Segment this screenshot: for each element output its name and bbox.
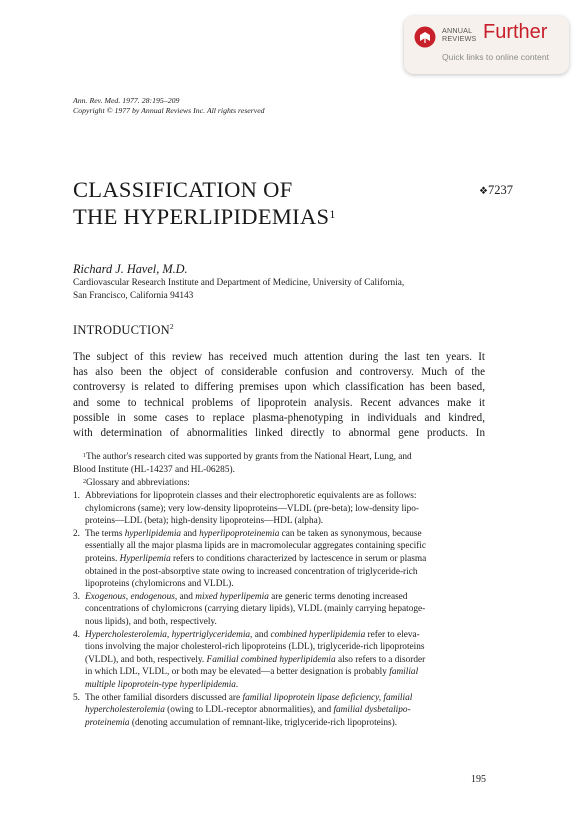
text-run: are generic terms denoting increased [268, 591, 408, 602]
term-mixed-hyperlipemia: mixed hyperlipemia [195, 591, 269, 602]
glossary-line [85, 629, 487, 642]
text-run: refer to eleva- [365, 629, 420, 640]
footnote-2-heading [73, 477, 485, 490]
glossary-line [85, 591, 487, 604]
body-line: The subject of this review has received much attention during the last ten years. It [73, 351, 485, 363]
glossary-line [85, 679, 487, 692]
author-name: Richard J. Havel, M.D. [73, 262, 188, 276]
text-run: (denoting accumulation of remnant-like, triglyceride-rich lipoproteins). [129, 717, 398, 728]
badge-brand-line2: REVIEWS [442, 34, 477, 43]
term-hyperlipidemia: hyperlipidemia [124, 528, 182, 539]
footnote-1-mark: 1 [83, 453, 86, 459]
text-run: (owing to LDL-receptor abnormalities), and [164, 705, 334, 716]
title-line2 [73, 203, 336, 230]
glossary-line: proteins—LDL (beta); high-density lipoproteins—HDL (alpha). [85, 516, 324, 527]
badge-subtitle: Quick links to online content [442, 52, 550, 62]
term-exogenous-endogenous: Exogenous, endogenous, [85, 591, 178, 602]
list-item-number: 2. [73, 528, 80, 539]
badge-further-label: Further [483, 21, 548, 43]
term-combined-hyperlipidemia: combined hyperlipidemia [270, 629, 366, 640]
body-line: with determination of abnormalities linked directly to abnormal gene products. In [73, 427, 485, 440]
footnote-2-heading-text: Glossary and abbreviations: [86, 478, 190, 488]
footnote-1-line1 [73, 451, 485, 464]
term-familial-lipoprotein-lipase: familial lipoprotein lipase deficiency, familial [242, 692, 413, 703]
term-hyperlipoproteinemia: hyperlipoproteinemia [199, 528, 280, 539]
list-item-number: 4. [73, 629, 80, 640]
glossary-line: Abbreviations for lipoprotein classes and their electrophoretic equivalents are as follows: [85, 491, 417, 501]
footnote-1-text1: The author's research cited was supported by grants from the National Heart, Lung, and [86, 452, 412, 462]
badge-brand-line1: ANNUAL [442, 26, 473, 35]
glossary-line [85, 704, 487, 717]
introduction-paragraph [73, 350, 485, 441]
text-run: and [252, 629, 271, 640]
glossary-line: tions involving the major cholesterol-rich lipoproteins (LDL), triglyceride-rich lipoproteins [85, 642, 425, 653]
glossary-item-5 [73, 692, 487, 730]
citation-line1: Ann. Rev. Med. 1977. 28:195–209 [73, 96, 180, 105]
footnote-2 [73, 477, 485, 490]
body-line: and some to technical problems of lipoprotein analysis. Recent advances make it [73, 396, 485, 409]
section-heading-introduction [73, 323, 174, 338]
introduction-footnote-mark[interactable]: 2 [169, 322, 174, 331]
glossary-line: concentrations of chylomicrons (carrying dietary lipids), VLDL (mainly carrying hepatoge- [85, 604, 426, 615]
text-run: The terms [85, 528, 125, 539]
article-number [479, 183, 513, 198]
affiliation-line1: Cardiovascular Research Institute and Department of Medicine, University of California, [73, 278, 405, 288]
annual-reviews-logo-icon [414, 26, 436, 48]
text-run: also refers to a disorder [335, 654, 426, 665]
text-run: refers to conditions characterized by lactescence in serum or plasma [170, 553, 427, 564]
glossary-item-2 [73, 528, 487, 591]
term-familial-combined-hyperlipidemia: Familial combined hyperlipidemia [206, 654, 336, 665]
citation [73, 96, 265, 116]
term-familial-dysbetalipo: familial dysbetalipo- [333, 705, 411, 716]
term-hypercholesterolemia: Hypercholesterolemia, hypertriglyceridemia, [85, 629, 253, 640]
affiliation-line2: San Francisco, California 94143 [73, 290, 194, 301]
body-line: controversy is related to differing premises upon which classification has been based, [73, 381, 485, 394]
page-number: 195 [471, 774, 486, 785]
glossary-line: lipoproteins (chylomicrons and VLDL). [85, 579, 234, 590]
text-run: proteins. [85, 553, 120, 564]
citation-line2: Copyright © 1977 by Annual Reviews Inc. All rights reserved [73, 106, 265, 115]
text-run: and [177, 591, 196, 602]
term-proteinemia: proteinemia [85, 717, 130, 728]
term-hypercholesterolemia: hypercholesterolemia [85, 705, 165, 716]
glossary-line [85, 654, 487, 667]
footnote-1-line2: Blood Institute (HL-14237 and HL-06285). [73, 464, 235, 475]
text-run: The other familial disorders discussed are [85, 692, 243, 703]
term-multiple-lipoprotein-type: multiple lipoprotein-type hyperlipidemia. [85, 679, 239, 690]
glossary-line [85, 717, 487, 730]
annual-reviews-further-badge[interactable] [404, 16, 569, 74]
list-item-number: 1. [73, 491, 80, 501]
title-line2-text: THE HYPERLIPIDEMIAS [73, 204, 330, 229]
body-line: possible in some cases to replace plasma-phenotyping in individuals and kindred, [73, 411, 485, 424]
glossary-item-3 [73, 591, 487, 629]
article-number-text: 7237 [487, 183, 513, 197]
glossary-line [85, 692, 487, 705]
article-title [73, 176, 336, 230]
text-run: can be taken as synonymous, because [279, 528, 422, 539]
term-hyperlipemia: Hyperlipemia [119, 553, 171, 564]
title-line1: CLASSIFICATION OF [73, 177, 293, 202]
text-run: in which LDL, VLDL, or both may be elevated—a better designation is probably [85, 667, 390, 678]
glossary-line [85, 553, 487, 566]
text-run: and [181, 528, 200, 539]
glossary-line: obtained in the post-absorptive state owing to increased concentration of triglyceride-rich [85, 566, 418, 577]
body-line: has also been the object of considerable confusion and controversy. Much of the [73, 366, 485, 379]
list-item-number: 3. [73, 591, 80, 602]
list-item-number: 5. [73, 692, 80, 703]
glossary-line [85, 528, 487, 541]
introduction-heading-text: INTRODUCTION [73, 323, 170, 337]
footnote-1 [73, 451, 485, 476]
glossary-list [73, 490, 487, 729]
title-footnote-mark[interactable]: 1 [329, 207, 336, 221]
glossary-line: nous lipids), and both, respectively. [85, 616, 217, 627]
diamond-icon: ❖ [479, 186, 488, 197]
term-familial: familial [389, 667, 419, 678]
glossary-item-4 [73, 629, 487, 692]
glossary-line [85, 666, 487, 679]
author-affiliation [73, 277, 404, 302]
text-run: (VLDL), and both, respectively. [85, 654, 207, 665]
glossary-line: essentially all the major plasma lipids are in macromolecular aggregates containing specific [85, 541, 427, 552]
footnote-2-mark: 2 [83, 479, 86, 485]
badge-brand [442, 27, 477, 43]
glossary-line: chylomicrons (same); very low-density lipoproteins—VLDL (pre-beta); low-density lipo- [85, 503, 420, 514]
glossary-item-1 [73, 490, 487, 528]
